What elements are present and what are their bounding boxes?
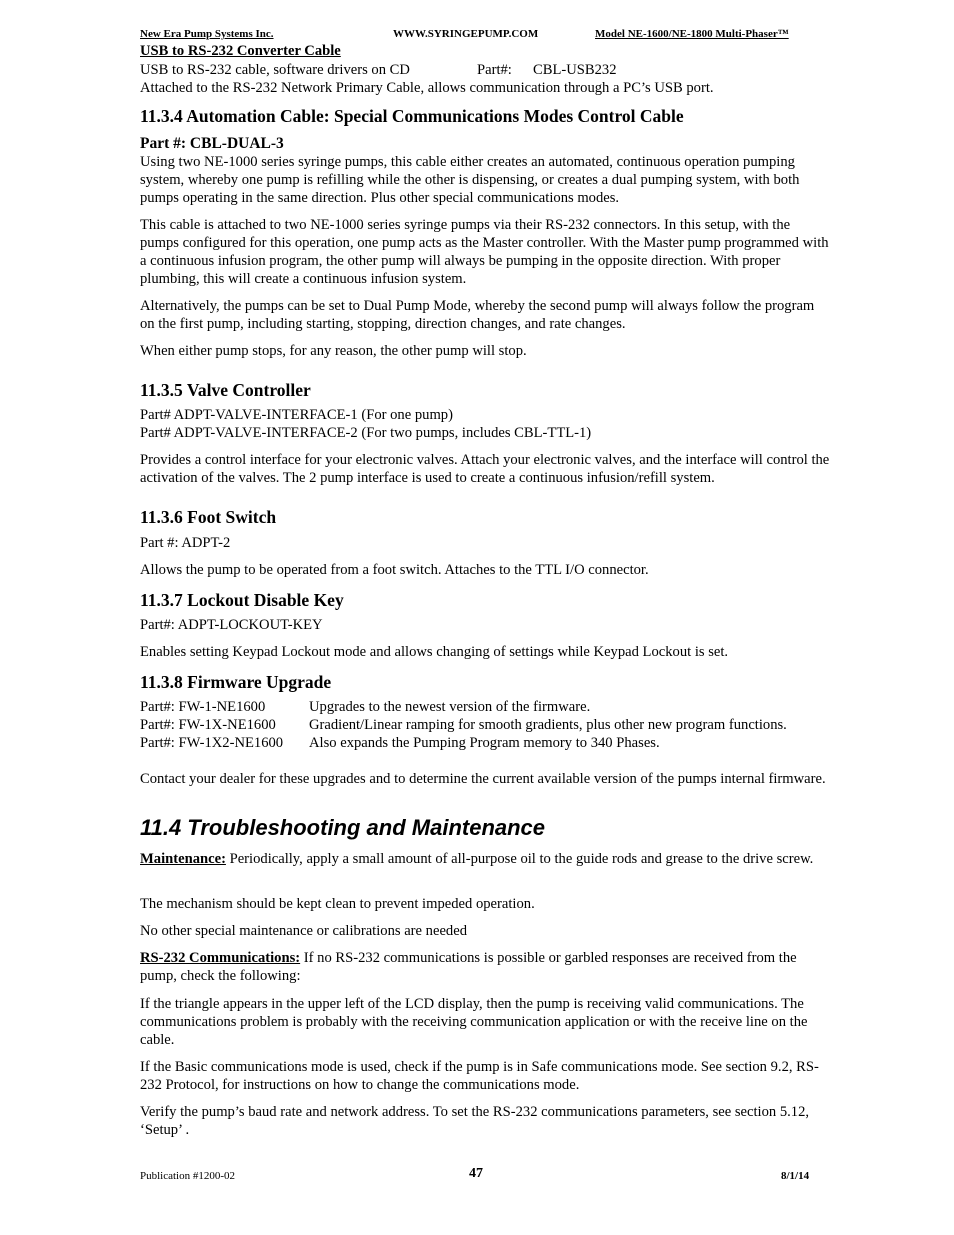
page-number: 47 xyxy=(469,1166,483,1181)
maintenance-paragraph xyxy=(140,850,830,868)
firmware-desc: Gradient/Linear ramping for smooth gradients, plus other new program functions. xyxy=(309,717,787,733)
paragraph: Verify the pump’s baud rate and network address. To set the RS-232 communications parameters, see section 5.12, ‘Setup’ . xyxy=(140,1104,810,1138)
usb-line1-part: CBL-USB232 xyxy=(533,62,617,78)
heading-11-3-4: 11.3.4 Automation Cable: Special Communications Modes Control Cable xyxy=(140,106,684,126)
paragraph: Contact your dealer for these upgrades and to determine the current available version of the pumps internal firmware. xyxy=(140,771,826,787)
heading-11-3-7: 11.3.7 Lockout Disable Key xyxy=(140,590,344,610)
firmware-desc: Also expands the Pumping Program memory to 340 Phases. xyxy=(309,735,660,751)
paragraph: If the Basic communications mode is used, check if the pump is in Safe communications mode. See section 9.2, RS-232 Protocol, for instructions on how to change the communications mode. xyxy=(140,1059,819,1093)
firmware-part: Part#: FW-1X2-NE1600 xyxy=(140,735,284,751)
paragraph: Using two NE-1000 series syringe pumps, this cable either creates an automated, continuous operation pumping system, whereby one pump is refilling while the other is dispensing, or creates a dual pumping system, with both pumps operating in the same direction. Plus other special communications modes. xyxy=(140,154,800,206)
part-cbl-dual-3: Part #: CBL-DUAL-3 xyxy=(140,135,284,152)
paragraph: This cable is attached to two NE-1000 series syringe pumps via their RS-232 connectors. In this setup, with the pumps configured for this operation, one pump acts as the Master controller. With the Master pump programmed with a continuous infusion program, the other pump will always be pumping in the opposite direction. With proper plumbing, this will create a continuous infusion system. xyxy=(140,217,829,287)
usb-line1-desc: USB to RS-232 cable, software drivers on CD xyxy=(140,62,410,78)
header-company: New Era Pump Systems Inc. xyxy=(140,28,274,40)
firmware-part: Part#: FW-1X-NE1600 xyxy=(140,717,276,733)
usb-line1-part-label: Part#: xyxy=(477,62,512,78)
rs232-paragraph xyxy=(140,949,830,985)
heading-11-3-8: 11.3.8 Firmware Upgrade xyxy=(140,672,332,692)
firmware-part: Part#: FW-1-NE1600 xyxy=(140,699,266,715)
rs232-text: If no RS-232 communications is possible or garbled responses are received from the pump, check the following: xyxy=(140,950,797,984)
heading-11-4: 11.4 Troubleshooting and Maintenance xyxy=(140,815,546,840)
header-website: WWW.SYRINGEPUMP.COM xyxy=(393,28,539,40)
paragraph: No other special maintenance or calibrations are needed xyxy=(140,923,467,939)
footer-publication: Publication #1200-02 xyxy=(140,1170,236,1182)
paragraph: Enables setting Keypad Lockout mode and allows changing of settings while Keypad Lockout is set. xyxy=(140,644,729,660)
firmware-desc: Upgrades to the newest version of the firmware. xyxy=(309,699,591,715)
part-valve-2: Part# ADPT-VALVE-INTERFACE-2 (For two pumps, includes CBL-TTL-1) xyxy=(140,425,592,441)
heading-11-3-5: 11.3.5 Valve Controller xyxy=(140,380,311,400)
paragraph: The mechanism should be kept clean to prevent impeded operation. xyxy=(140,896,535,912)
maintenance-label: Maintenance: xyxy=(140,851,226,867)
heading-11-3-6: 11.3.6 Foot Switch xyxy=(140,507,277,527)
part-valve-1: Part# ADPT-VALVE-INTERFACE-1 (For one pump) xyxy=(140,407,453,423)
paragraph: Allows the pump to be operated from a foot switch. Attaches to the TTL I/O connector. xyxy=(140,562,649,578)
rs232-label: RS-232 Communications: xyxy=(140,950,301,966)
part-adpt-2: Part #: ADPT-2 xyxy=(140,535,231,551)
maintenance-text: Periodically, apply a small amount of all-purpose oil to the guide rods and grease to the drive screw. xyxy=(225,851,814,867)
paragraph: Provides a control interface for your electronic valves. Attach your electronic valves, and the interface will control the activation of the valves. The 2 pump interface is used to create a continuous infusion/refill system. xyxy=(140,452,830,486)
part-lockout-key: Part#: ADPT-LOCKOUT-KEY xyxy=(140,617,323,633)
usb-title: USB to RS-232 Converter Cable xyxy=(140,43,341,59)
paragraph: When either pump stops, for any reason, the other pump will stop. xyxy=(140,343,527,359)
usb-line2: Attached to the RS-232 Network Primary Cable, allows communication through a PC’s USB port. xyxy=(140,80,714,96)
paragraph: If the triangle appears in the upper left of the LCD display, then the pump is receiving valid communications. The communications problem is probably with the receiving communication application or with the receive line on the cable. xyxy=(140,996,808,1048)
paragraph: Alternatively, the pumps can be set to Dual Pump Mode, whereby the second pump will always follow the program on the first pump, including starting, stopping, direction changes, and rate changes. xyxy=(140,298,815,332)
header-model: Model NE-1600/NE-1800 Multi-Phaser™ xyxy=(595,28,789,40)
footer-date: 8/1/14 xyxy=(781,1170,810,1182)
